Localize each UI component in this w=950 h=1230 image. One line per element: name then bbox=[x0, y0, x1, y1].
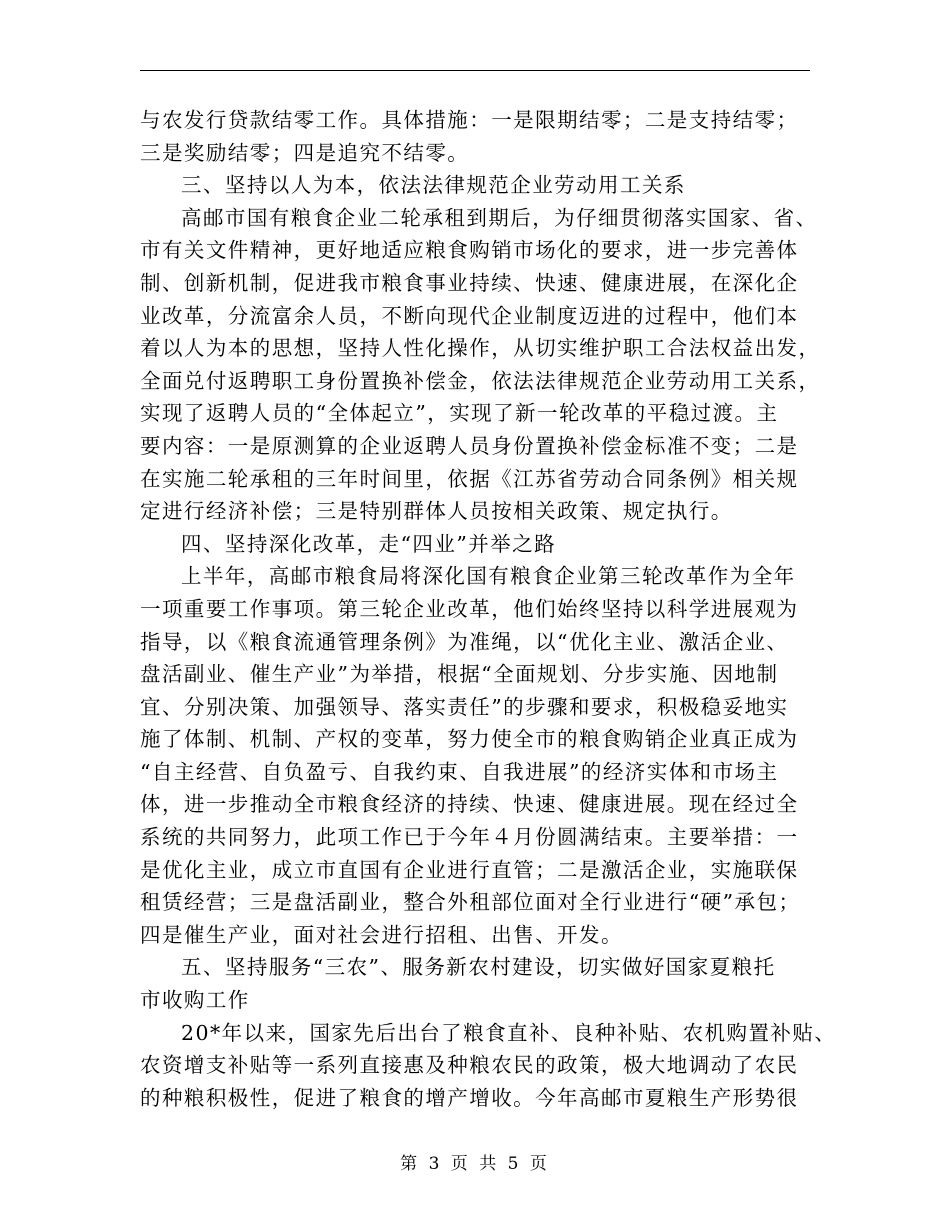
text-line: 定进行经济补偿；三是特别群体人员按相关政策、规定执行。 bbox=[140, 499, 733, 524]
text-line: 着以人为本的思想，坚持人性化操作，从切实维护职工合法权益出发， bbox=[140, 336, 821, 361]
text-line: 业改革，分流富余人员，不断向现代企业制度迈进的过程中，他们本 bbox=[140, 303, 799, 328]
text-line: 指导，以《粮食流通管理条例》为准绳，以“优化主业、激活企业、 bbox=[140, 629, 789, 654]
text-line: 体，进一步推动全市粮食经济的持续、快速、健康进展。现在经过全 bbox=[140, 792, 799, 817]
text-line: 上半年，高邮市粮食局将深化国有粮食企业第三轮改革作为全年 bbox=[181, 564, 796, 589]
text-line: 制、创新机制，促进我市粮食事业持续、快速、健康进展，在深化企 bbox=[140, 270, 799, 295]
body-text bbox=[140, 104, 837, 1114]
text-line: “自主经营、自负盈亏、自我约束、自我进展”的经济实体和市场主 bbox=[140, 759, 779, 784]
text-line: 一项重要工作事项。第三轮企业改革，他们始终坚持以科学进展观为 bbox=[140, 596, 799, 621]
text-line: 租赁经营；三是盘活副业，整合外租部位面对全行业进行“硬”承包； bbox=[140, 890, 801, 915]
text-line: 市有关文件精神，更好地适应粮食购销市场化的要求，进一步完善体 bbox=[140, 238, 799, 263]
text-line: 20*年以来，国家先后出台了粮食直补、良种补贴、农机购置补贴、 bbox=[181, 1020, 837, 1045]
text-line: 系统的共同努力，此项工作已于今年４月份圆满结束。主要举措：一 bbox=[140, 825, 799, 850]
text-line: 施了体制、机制、产权的变革，努力使全市的粮食购销企业真正成为 bbox=[140, 727, 799, 752]
section-heading-5-cont: 市收购工作 bbox=[140, 988, 250, 1013]
text-line: 与农发行贷款结零工作。具体措施：一是限期结零；二是支持结零； bbox=[140, 108, 799, 132]
text-line: 在实施二轮承租的三年时间里，依据《江苏省劳动合同条例》相关规 bbox=[140, 466, 799, 491]
text-line: 高邮市国有粮食企业二轮承租到期后，为仔细贯彻落实国家、省、 bbox=[181, 205, 818, 230]
text-line: 盘活副业、催生产业”为举措，根据“全面规划、分步实施、因地制 bbox=[140, 662, 779, 687]
text-line: 全面兑付返聘职工身份置换补偿金，依法法律规范企业劳动用工关系， bbox=[140, 368, 821, 393]
text-line: 农资增支补贴等一系列直接惠及种粮农民的政策，极大地调动了农民 bbox=[140, 1053, 799, 1078]
page-number-footer: 第 3 页 共 5 页 bbox=[400, 1154, 550, 1174]
text-line: 的种粮积极性，促进了粮食的增产增收。今年高邮市夏粮生产形势很 bbox=[140, 1085, 799, 1110]
text-line: 是优化主业，成立市直国有企业进行直管；二是激活企业，实施联保 bbox=[140, 857, 799, 882]
text-line: 三是奖励结零；四是追究不结零。 bbox=[140, 140, 470, 165]
text-line: 实现了返聘人员的“全体起立”，实现了新一轮改革的平稳过渡。主 bbox=[140, 401, 779, 426]
text-line: 要内容：一是原测算的企业返聘人员身份置换补偿金标准不变；二是 bbox=[140, 433, 799, 458]
section-heading-5: 五、坚持服务“三农”、服务新农村建设，切实做好国家夏粮托 bbox=[181, 955, 776, 980]
section-heading-3: 三、坚持以人为本，依法法律规范企业劳动用工关系 bbox=[181, 173, 686, 198]
text-line: 四是催生产业，面对社会进行招租、出售、开发。 bbox=[140, 922, 623, 947]
section-heading-4: 四、坚持深化改革，走“四业”并举之路 bbox=[181, 531, 557, 556]
header-rule bbox=[140, 70, 810, 71]
text-line: 宜、分别决策、加强领导、落实责任”的步骤和要求，积极稳妥地实 bbox=[140, 694, 789, 719]
